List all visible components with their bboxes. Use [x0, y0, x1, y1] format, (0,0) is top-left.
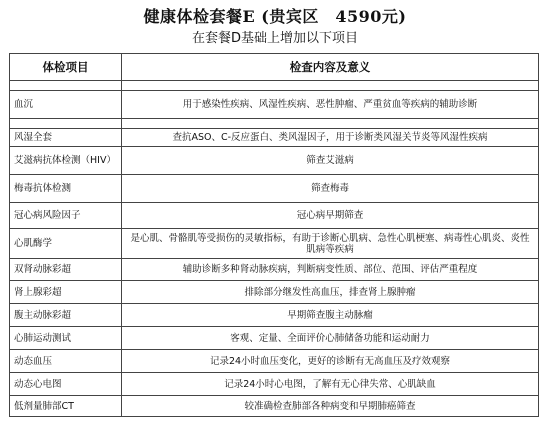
- item-desc: 辅助诊断多种肾动脉疾病，判断病变性质、部位、范围、评估严重程度: [122, 259, 539, 281]
- item-name: 冠心病风险因子: [10, 203, 122, 229]
- table-row: [10, 281, 539, 304]
- item-name: 动态血压: [10, 350, 122, 373]
- item-name: 肾上腺彩超: [10, 281, 122, 304]
- table-row: [10, 147, 539, 175]
- table-row: [10, 259, 539, 281]
- item-name: 双肾动脉彩超: [10, 259, 122, 281]
- table-row: [10, 373, 539, 396]
- item-name: 心肺运动测试: [10, 327, 122, 350]
- spacer-row: [10, 81, 539, 91]
- item-name: 梅毒抗体检测: [10, 175, 122, 203]
- item-name: 血沉: [10, 91, 122, 119]
- package-title: 健康体检套餐E (贵宾区 4590元): [143, 7, 407, 26]
- item-desc: 记录24小时血压变化，更好的诊断有无高血压及疗效观察: [122, 350, 539, 373]
- table-row: [10, 129, 539, 147]
- package-table: [9, 53, 539, 417]
- item-desc: 筛查艾滋病: [122, 147, 539, 175]
- table-row: [10, 229, 539, 259]
- spacer-row: [10, 119, 539, 129]
- item-desc: 记录24小时心电图，了解有无心律失常、心肌缺血: [122, 373, 539, 396]
- item-name: 风湿全套: [10, 129, 122, 147]
- table-row: [10, 203, 539, 229]
- table-row: [10, 175, 539, 203]
- header-content: 检查内容及意义: [122, 54, 539, 81]
- item-name: 动态心电图: [10, 373, 122, 396]
- table-header-row: [10, 54, 539, 81]
- table-row: [10, 91, 539, 119]
- item-desc: 较准确检查肺部各种病变和早期肺癌筛查: [122, 396, 539, 417]
- table-row: [10, 350, 539, 373]
- item-desc: 早期筛查腹主动脉瘤: [122, 304, 539, 327]
- item-desc: 是心肌、骨骼肌等受损伤的灵敏指标，有助于诊断心肌病、急性心肌梗塞、病毒性心肌炎、炎性肌病等疾病: [122, 229, 539, 259]
- item-name: 低剂量肺部CT: [10, 396, 122, 417]
- table-row: [10, 304, 539, 327]
- item-desc: 冠心病早期筛查: [122, 203, 539, 229]
- header-item: 体检项目: [10, 54, 122, 81]
- item-desc: 排除部分继发性高血压，排查肾上腺肿瘤: [122, 281, 539, 304]
- item-name: 艾滋病抗体检测（HIV）: [10, 147, 122, 175]
- table-row: [10, 327, 539, 350]
- item-name: 腹主动脉彩超: [10, 304, 122, 327]
- table-row: [10, 396, 539, 417]
- item-desc: 查抗ASO、C-反应蛋白、类风湿因子，用于诊断类风湿关节炎等风湿性疾病: [122, 129, 539, 147]
- item-desc: 客观、定量、全面评价心肺储备功能和运动耐力: [122, 327, 539, 350]
- item-desc: 用于感染性疾病、风湿性疾病、恶性肿瘤、严重贫血等疾病的辅助诊断: [122, 91, 539, 119]
- package-subtitle: 在套餐D基础上增加以下项目: [191, 31, 358, 46]
- item-name: 心肌酶学: [10, 229, 122, 259]
- item-desc: 筛查梅毒: [122, 175, 539, 203]
